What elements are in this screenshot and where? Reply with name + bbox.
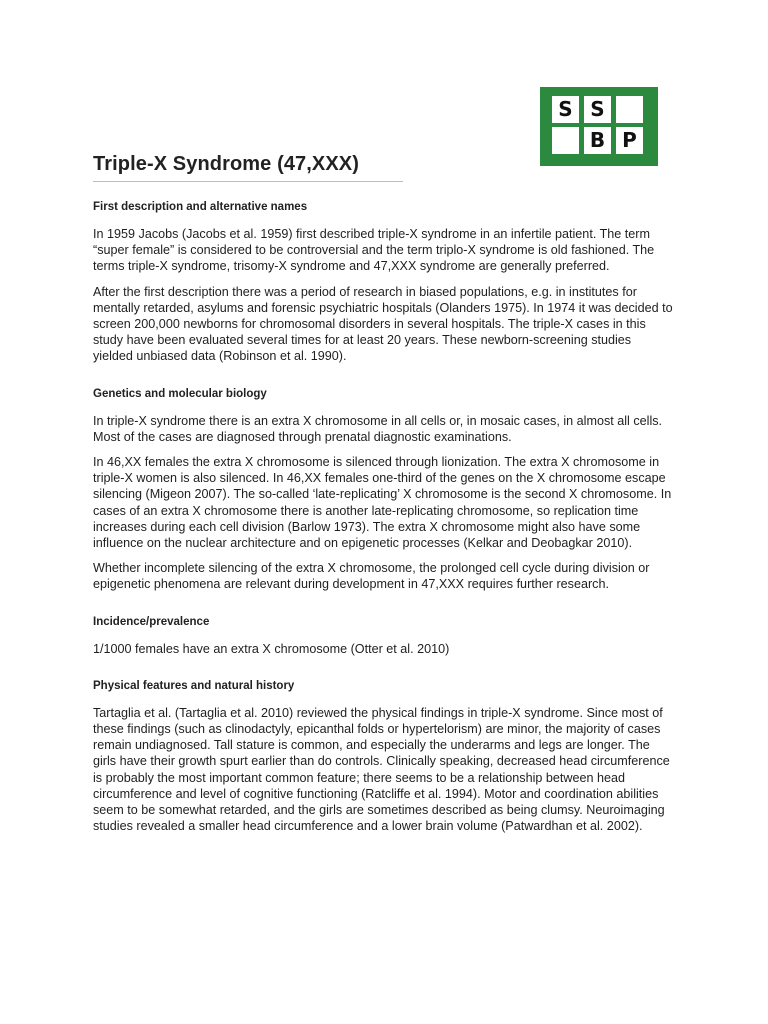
paragraph: In 1959 Jacobs (Jacobs et al. 1959) first described triple-X syndrome in an infertile patient. The term “super female” is considered to be controversial and the term triplo-X syndrome is old fashioned. The terms triple-X syndrome, trisomy-X syndrome and 47,XXX syndrome are generally preferred. <box>93 227 655 274</box>
section-genetics <box>93 386 673 593</box>
section-heading: Incidence/prevalence <box>93 615 210 628</box>
section-heading: First description and alternative names <box>93 201 308 213</box>
paragraph: 1/1000 females have an extra X chromosome (Otter et al. 2010) <box>93 641 450 656</box>
logo-grid <box>552 96 648 154</box>
ssbp-logo <box>540 87 658 166</box>
section-heading: Physical features and natural history <box>93 679 295 692</box>
document-body <box>93 199 673 843</box>
logo-cell-b: B <box>584 127 611 154</box>
logo-cell-blank1 <box>616 96 643 123</box>
paragraph: Whether incomplete silencing of the extra X chromosome, the prolonged cell cycle during division or epigenetic phenomena are relevant during development in 47,XXX requires further research. <box>93 561 650 592</box>
paragraph: In 46,XX females the extra X chromosome is silenced through lionization. The extra X chromosome in triple-X women is also silenced. In 46,XX females one-third of the genes on the X chromosome escape silencing (Migeon 2007). The so-called ‘late-replicating’ X chromosome is the second X chromosome. In cases of an extra X chromosome there is another late-replicating chromosome, so replication time increases during each cell division (Barlow 1973). The extra X chromosome might also have some influence on the nuclear architecture and on epigenetic processes (Kelkar and Deobagkar 2010). <box>93 455 672 551</box>
section-first-description <box>93 199 673 365</box>
paragraph: In triple-X syndrome there is an extra X chromosome in all cells or, in mosaic cases, in almost all cells. Most of the cases are diagnosed through prenatal diagnostic examinations. <box>93 413 663 444</box>
page-title: Triple-X Syndrome (47,XXX) <box>93 153 360 175</box>
paragraph: Tartaglia et al. (Tartaglia et al. 2010) reviewed the physical findings in triple-X syndrome. Since most of these findings (such as clinodactyly, epicanthal folds or hypertelorism) are minor, the majority of cases remain undiagnosed. Tall stature is common, and especially the underarms and legs are longer. The girls have their growth spurt earlier than do controls. Clinically speaking, decreased head circumference is probably the most important common feature; there seems to be a relationship between head circumference and level of cognitive functioning (Ratcliffe et al. 1994). Motor and coordination abilities seem to be somewhat retarded, and the girls are sometimes described as being clumsy. Neuroimaging studies revealed a smaller head circumference and a lower brain volume (Patwardhan et al. 2002). <box>93 705 670 834</box>
logo-cell-s1: S <box>552 96 579 123</box>
section-heading: Genetics and molecular biology <box>93 387 267 400</box>
title-divider <box>93 181 403 182</box>
logo-cell-blank2 <box>552 127 579 154</box>
section-incidence <box>93 614 673 657</box>
logo-cell-p: P <box>616 127 643 154</box>
logo-cell-s2: S <box>584 96 611 123</box>
paragraph: After the first description there was a period of research in biased populations, e.g. in institutes for mentally retarded, asylums and forensic psychiatric hospitals (Olanders 1975). In 1974 it was decided to screen 200,000 newborns for chromosomal disorders in several hospitals. The triple-X cases in this study have been evaluated several times for at least 20 years. These newborn-screening studies yielded unbiased data (Robinson et al. 1990). <box>93 284 673 364</box>
section-physical-features <box>93 678 673 835</box>
